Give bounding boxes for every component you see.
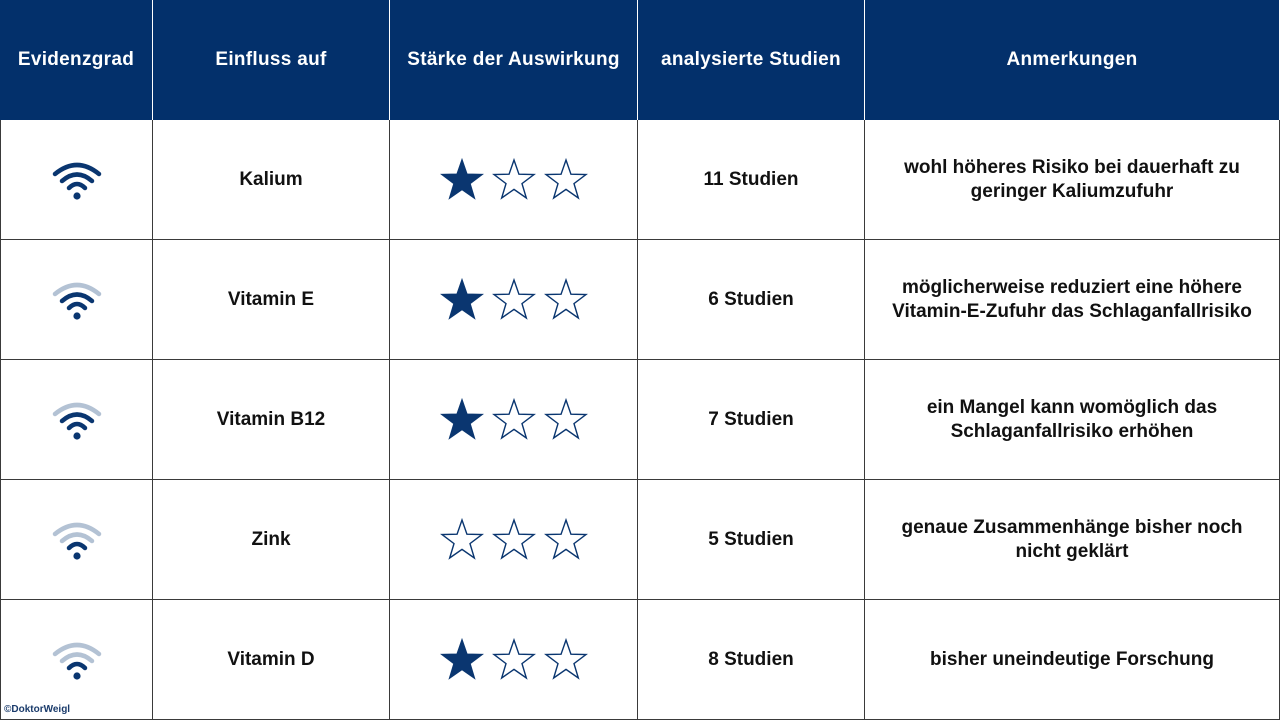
note-line: möglicherweise reduziert eine höhere bbox=[901, 276, 1242, 298]
note-line: geringer Kaliumzufuhr bbox=[970, 180, 1174, 202]
star-rating bbox=[438, 397, 590, 443]
note-cell bbox=[865, 240, 1280, 360]
signal-arc bbox=[62, 414, 92, 421]
note-line: nicht geklärt bbox=[1015, 540, 1129, 562]
star-empty-icon bbox=[490, 637, 538, 683]
signal-arc bbox=[69, 184, 85, 188]
studies-count-cell: 5 Studien bbox=[638, 480, 865, 600]
note-line: Schlaganfallrisiko erhöhen bbox=[950, 420, 1194, 442]
signal-strength-icon bbox=[50, 158, 104, 202]
signal-dot bbox=[73, 432, 80, 439]
impact-strength-cell bbox=[390, 360, 638, 480]
signal-arc bbox=[69, 424, 85, 428]
impact-strength-cell bbox=[390, 120, 638, 240]
signal-strength-icon bbox=[50, 518, 104, 562]
column-header: Einfluss auf bbox=[153, 0, 390, 120]
star-empty-icon bbox=[490, 277, 538, 323]
impact-strength-cell bbox=[390, 480, 638, 600]
signal-strength-icon bbox=[50, 278, 104, 322]
evidence-cell bbox=[0, 600, 153, 720]
note-cell bbox=[865, 360, 1280, 480]
star-rating bbox=[438, 637, 590, 683]
signal-strength-icon bbox=[50, 398, 104, 442]
star-empty-icon bbox=[490, 397, 538, 443]
note-line: wohl höheres Risiko bei dauerhaft zu bbox=[904, 156, 1240, 178]
impact-strength-cell bbox=[390, 240, 638, 360]
signal-strength-icon bbox=[50, 638, 104, 682]
star-filled-icon bbox=[438, 397, 486, 443]
nutrient-cell: Zink bbox=[153, 480, 390, 600]
column-header: Anmerkungen bbox=[865, 0, 1280, 120]
nutrient-cell: Kalium bbox=[153, 120, 390, 240]
studies-count-cell: 11 Studien bbox=[638, 120, 865, 240]
impact-strength-cell bbox=[390, 600, 638, 720]
evidence-cell bbox=[0, 240, 153, 360]
star-rating bbox=[438, 157, 590, 203]
note-line: bisher uneindeutige Forschung bbox=[930, 648, 1214, 670]
star-filled-icon bbox=[438, 157, 486, 203]
star-rating bbox=[438, 517, 590, 563]
signal-arc bbox=[62, 534, 92, 541]
signal-dot bbox=[73, 192, 80, 199]
signal-arc bbox=[62, 294, 92, 301]
evidence-cell bbox=[0, 360, 153, 480]
copyright-label: ©DoktorWeigl bbox=[4, 704, 71, 715]
signal-dot bbox=[73, 672, 80, 679]
star-filled-icon bbox=[438, 277, 486, 323]
note-cell bbox=[865, 120, 1280, 240]
nutrient-cell: Vitamin E bbox=[153, 240, 390, 360]
star-empty-icon bbox=[542, 397, 590, 443]
star-empty-icon bbox=[490, 157, 538, 203]
nutrient-cell: Vitamin D bbox=[153, 600, 390, 720]
column-header: Evidenzgrad bbox=[0, 0, 153, 120]
star-filled-icon bbox=[438, 637, 486, 683]
evidence-cell bbox=[0, 480, 153, 600]
star-empty-icon bbox=[542, 277, 590, 323]
nutrient-cell: Vitamin B12 bbox=[153, 360, 390, 480]
note-cell bbox=[865, 600, 1280, 720]
studies-count-cell: 7 Studien bbox=[638, 360, 865, 480]
note-line: ein Mangel kann womöglich das bbox=[926, 396, 1218, 418]
evidence-cell bbox=[0, 120, 153, 240]
star-empty-icon bbox=[542, 517, 590, 563]
note-line: Vitamin-E-Zufuhr das Schlaganfallrisiko bbox=[892, 300, 1252, 322]
studies-count-cell: 8 Studien bbox=[638, 600, 865, 720]
signal-arc bbox=[69, 544, 85, 548]
column-header: analysierte Studien bbox=[638, 0, 865, 120]
signal-arc bbox=[62, 174, 92, 181]
note-cell bbox=[865, 480, 1280, 600]
star-empty-icon bbox=[490, 517, 538, 563]
signal-arc bbox=[69, 664, 85, 668]
signal-dot bbox=[73, 312, 80, 319]
signal-dot bbox=[73, 552, 80, 559]
note-line: genaue Zusammenhänge bisher noch bbox=[901, 516, 1243, 538]
star-rating bbox=[438, 277, 590, 323]
studies-count-cell: 6 Studien bbox=[638, 240, 865, 360]
column-header: Stärke der Auswirkung bbox=[390, 0, 638, 120]
signal-arc bbox=[62, 654, 92, 661]
star-empty-icon bbox=[542, 637, 590, 683]
signal-arc bbox=[69, 304, 85, 308]
star-empty-icon bbox=[438, 517, 486, 563]
star-empty-icon bbox=[542, 157, 590, 203]
